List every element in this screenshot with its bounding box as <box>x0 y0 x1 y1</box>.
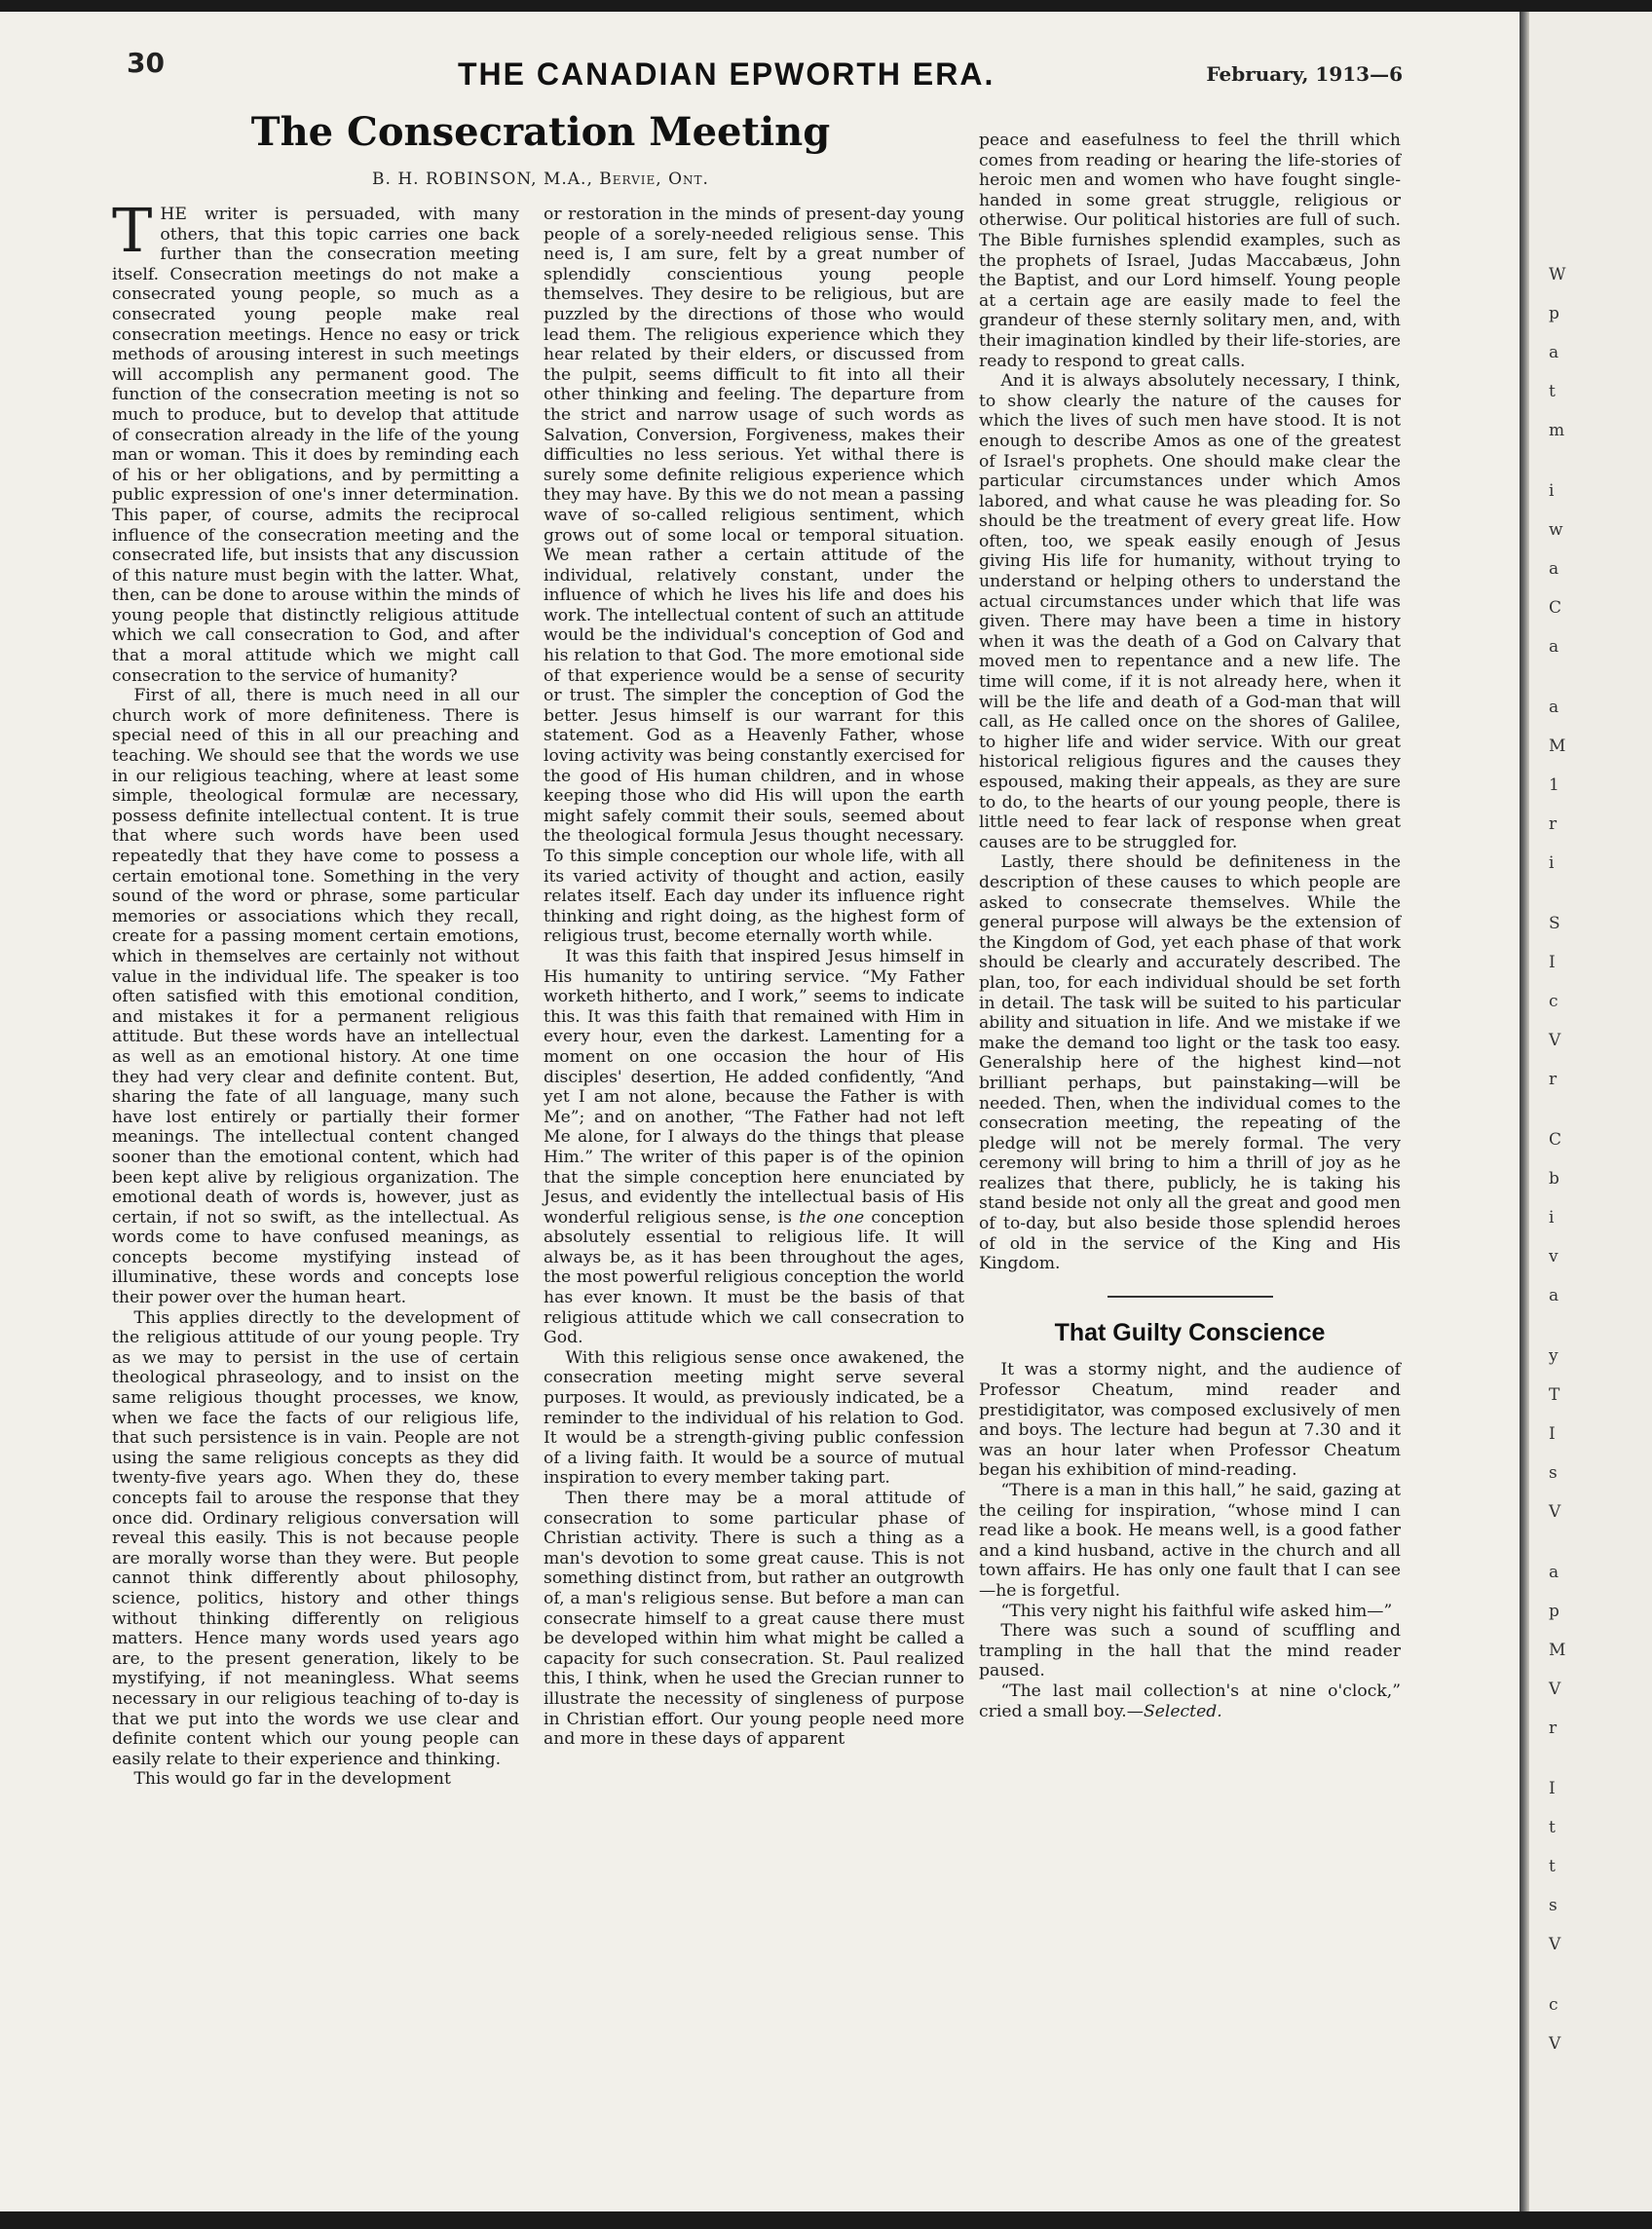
edge-letter: a <box>1549 343 1559 362</box>
magazine-title: THE CANADIAN EPWORTH ERA. <box>458 57 995 92</box>
edge-letter: V <box>1549 1031 1561 1050</box>
paragraph: peace and easefulness to feel the thrill which comes from reading or hearing the life-stories of heroic men and women who have fought single-handed in some great struggle, religious or otherwise. Our political histories are full of such. The Bible furnishes splendid examples, such as the prophets of Israel, Judas Maccabæus, John the Baptist, and our Lord himself. Young people at a certain age are easily made to feel the grandeur of these sternly solitary men, and, with their imagination kindled by their life-stories, are ready to respond to great calls. <box>979 131 1401 371</box>
edge-letter: a <box>1549 1286 1559 1305</box>
edge-letter: a <box>1549 698 1559 717</box>
edge-letter: m <box>1549 421 1565 440</box>
column-1 <box>112 195 519 1790</box>
byline-name: B. H. ROBINSON, M.A., <box>372 170 600 189</box>
running-header <box>127 39 1403 97</box>
bottom-scan-border <box>0 2211 1652 2229</box>
edge-letter: a <box>1549 637 1559 657</box>
edge-letter: a <box>1549 559 1559 579</box>
paragraph: “There is a man in this hall,” he said, gazing at the ceiling for inspiration, “whose mind I can read like a book. He means well, is a good father and a kind husband, active in the church and all town affairs. He has only one fault that I can see—he is forgetful. <box>979 1481 1401 1601</box>
paragraph: Lastly, there should be definiteness in the description of these causes to which people are asked to consecrate themselves. While the general purpose will always be the extension of the Kingdom of God, yet each phase of that work should be clearly and accurately described. The plan, too, for each individual should be set forth in detail. The task will be suited to his particular ability and situation in life. And we mistake if we make the demand too light or the task too easy. Generalship here of the highest kind—not brilliant perhaps, but painstaking—will be needed. Then, when the individual comes to the consecration meeting, the repeating of the pledge will not be merely formal. The very ceremony will bring to him a thrill of joy as he realizes that there, publicly, he is taking his stand beside not only all the great and good men of to-day, but also beside those splendid heroes of old in the service of the King and His Kingdom. <box>979 852 1401 1274</box>
edge-letter: y <box>1549 1346 1558 1366</box>
page-number: 30 <box>127 47 165 79</box>
edge-letter: I <box>1549 1424 1556 1444</box>
edge-letter: S <box>1549 914 1560 933</box>
paragraph: With this religious sense once awakened, the consecration meeting might serve several purposes. It would, as previously indicated, be a reminder to the individual of his relation to God. It would be a strength-giving public confession of a living faith. It would be a source of mutual inspiration to every member taking part. <box>544 1347 964 1489</box>
edge-letter: v <box>1549 1247 1558 1266</box>
edge-letter: t <box>1549 1857 1556 1876</box>
edge-letter: p <box>1549 304 1559 323</box>
section-divider <box>1108 1296 1273 1298</box>
article-title: The Consecration Meeting <box>250 109 831 155</box>
paragraph-text: It was this faith that inspired Jesus himself in His humanity to untiring service. “My Father worketh hitherto, and I work,” seems to indicate this. It was this faith that remained with Him in every hour, even the darkest. Lamenting for a moment on one occasion the hour of His disciples' desertion, He added confidently, “And yet I am not alone, because the Father is with Me”; and on another, “The Father had not left Me alone, for I always do the things that please Him.” The writer of this paper is of the opinion that the simple conception here enunciated by Jesus, and evidently the intellectual basis of His wonderful religious sense, is <box>544 946 964 1228</box>
paragraph: This would go far in the development <box>133 1769 451 1790</box>
drop-cap: T <box>112 195 153 266</box>
edge-letter: V <box>1549 1935 1561 1954</box>
column-2 <box>544 205 964 1750</box>
edge-letter: r <box>1549 1070 1558 1089</box>
paragraph: This applies directly to the development of the religious attitude of our young people. Try as we may to persist in the use of certain theological phraseology, and to insist on the same religious thought processes, we know, when we face the facts of our religious life, that such persistence is in vain. People are not using the same religious concepts as they did twenty-five years ago. When they do, these concepts fail to arouse the response that they once did. Ordinary religious conversation will reveal this easily. This is not because people are morally worse than they were. But people cannot think differently about philosophy, science, politics, history and other things without thinking differently on religious matters. Hence many words used years ago are, to the present generation, likely to be mystifying, if not meaningless. What seems necessary in our religious teaching of to-day is that we put into the words we use clear and definite content which our young people can easily relate to their experience and thinking. <box>112 1307 519 1769</box>
edge-letter: p <box>1549 1602 1559 1621</box>
byline-location: Bervie, Ont. <box>599 170 709 189</box>
edge-letter: r <box>1549 1719 1558 1738</box>
edge-letter: i <box>1549 853 1555 873</box>
edge-letter: w <box>1549 520 1563 540</box>
edge-letter: V <box>1549 1502 1561 1522</box>
edge-letter: M <box>1549 1641 1566 1660</box>
paragraph-text: HE writer is persuaded, with many others, that this topic carries one back further than the consecration meeting itself. Consecration meetings do not make a consecrated young people, so much as a consecrated young people make real consecration meetings. Hence no easy or trick methods of arousing interest in such meetings will accomplish any permanent good. The function of the consecration meeting is not so much to produce, but to develop that attitude of consecration already in the life of the young man or woman. This it does by reminding each of his or her obligations, and by permitting a public expression of one's inner determination. This paper, of course, admits the reciprocal influence of the consecration meeting and the consecrated life, but insists that any discussion of this nature must begin with the latter. What, then, can be done to arouse within the minds of young people that distinctly religious attitude which we call consecration to God, and after that a moral attitude which we might call consecration to the service of humanity? <box>112 205 519 686</box>
paragraph: And it is always absolutely necessary, I think, to show clearly the nature of the causes for which the lives of such men have stood. It is not enough to describe Amos as one of the greatest of Israel's prophets. One should make clear the particular circumstances under which Amos labored, and what cause he was pleading for. So should be the treatment of every great life. How often, too, we speak easily enough of Jesus giving His life for humanity, without trying to understand or helping others to understand the actual circumstances under which that life was given. There may have been a time in history when it was the death of a God on Calvary that moved men to repentance and a new life. The time will come, if it is not already here, when it will be the life and death of a God-man that will call, as He called once on the shores of Galilee, to higher life and wider service. With our great historical religious figures and the causes they espoused, making their appeals, as they are sure to do, to the hearts of our young people, there is little need to fear lack of response when great causes are to be struggled for. <box>979 371 1401 852</box>
top-scan-border <box>0 0 1652 12</box>
paragraph <box>979 1681 1401 1721</box>
edge-letter: I <box>1549 953 1556 972</box>
edge-letter: c <box>1549 1995 1558 2015</box>
byline <box>117 170 964 189</box>
edge-letter: 1 <box>1549 775 1559 795</box>
emphasis: the one <box>799 1207 865 1228</box>
paragraph-text: “The last mail collection's at nine o'clock,” cried a small boy.— <box>979 1681 1401 1721</box>
edge-letter: i <box>1549 1208 1555 1228</box>
edge-letter: I <box>1549 1779 1556 1798</box>
paragraph-text: conception absolutely essential to religious life. It will always be, as it has been throughout the ages, the most powerful religious conception the world has ever known. It must be the basis of that religious attitude which we call consecration to God. <box>544 1207 964 1348</box>
edge-letter: s <box>1549 1463 1558 1483</box>
edge-letter: t <box>1549 1818 1556 1837</box>
edge-letter: b <box>1549 1169 1559 1189</box>
edge-letter: c <box>1549 992 1558 1011</box>
adjacent-page-edge <box>1529 12 1652 2211</box>
edge-letter: C <box>1549 1130 1562 1150</box>
paragraph <box>112 195 519 686</box>
edge-letter: r <box>1549 814 1558 834</box>
paragraph: or restoration in the minds of present-day young people of a sorely-needed religious sense. This need is, I am sure, felt by a great number of splendidly conscientious young people themselves. They desire to be religious, but are puzzled by the directions of those who would lead them. The religious experience which they hear related by their elders, or discussed from the pulpit, seems difficult to fit into all their other thinking and feeling. The departure from the strict and narrow usage of such words as Salvation, Conversion, Forgiveness, makes their difficulties no less serious. Yet withal there is surely some definite religious experience which they may have. By this we do not mean a passing wave of so-called religious sentiment, which grows out of some local or temporal situation. We mean rather a certain attitude of the individual, relatively constant, under the influence of which he lives his life and does his work. The intellectual content of such an attitude would be the individual's conception of God and his relation to that God. The more emotional side of that experience would be a sense of security or trust. The simpler the conception of God the better. Jesus himself is our warrant for this statement. God as a Heavenly Father, whose loving activity was being constantly exercised for the good of His human children, and in whose keeping those who did His will upon the earth might safely commit their souls, seemed about the theological formula Jesus thought necessary. To this simple conception our whole life, with all its varied activity of thought and action, easily relates itself. Each day under its influence right thinking and right doing, as the highest form of religious trust, become eternally worth while. <box>544 205 964 947</box>
issue-date: February, 1913—6 <box>1206 62 1403 86</box>
sidebar-article-title: That Guilty Conscience <box>1054 1318 1326 1346</box>
source-credit: Selected. <box>1143 1701 1222 1721</box>
column-3 <box>979 131 1401 1721</box>
edge-letter: V <box>1549 2034 1561 2054</box>
book-gutter <box>1520 12 1529 2211</box>
paragraph: Then there may be a moral attitude of consecration to some particular phase of Christian activity. There is such a thing as a man's devotion to some great cause. This is not something distinct from, but rather an outgrowth of, a man's religious sense. But before a man can consecrate himself to a great cause there must be developed within him what might be called a capacity for such consecration. St. Paul realized this, I think, when he used the Grecian runner to illustrate the necessity of singleness of purpose in Christian effort. Our young people need more and more in these days of apparent <box>544 1489 964 1750</box>
edge-letter: T <box>1549 1385 1560 1405</box>
edge-letter: t <box>1549 382 1556 401</box>
paragraph: There was such a sound of scuffling and trampling in the hall that the mind reader paused. <box>979 1621 1401 1681</box>
edge-letter: i <box>1549 481 1555 501</box>
edge-letter: C <box>1549 598 1562 618</box>
edge-letter: M <box>1549 737 1566 756</box>
paragraph: “This very night his faithful wife asked him—” <box>1000 1601 1393 1621</box>
paragraph: It was a stormy night, and the audience of Professor Cheatum, mind reader and prestidigitator, was composed exclusively of men and boys. The lecture had begun at 7.30 and it was an hour later when Professor Cheatum began his exhibition of mind-reading. <box>979 1360 1401 1481</box>
edge-letter: a <box>1549 1563 1559 1582</box>
edge-letter: W <box>1549 265 1566 284</box>
paragraph: First of all, there is much need in all our church work of more definiteness. There is special need of this in all our preaching and teaching. We should see that the words we use in our religious teaching, where at least some simple, theological formulæ are necessary, possess definite intellectual content. It is true that where such words have been used repeatedly that they have come to possess a certain emotional tone. Something in the very sound of the word or phrase, some particular memories or associations which they recall, create for a passing moment certain emotions, which in themselves are certainly not without value in the individual life. The speaker is too often satisfied with this emotional condition, and mistakes it for a permanent religious attitude. But these words have an intellectual as well as an emotional history. At one time they had very clear and definite content. But, sharing the fate of all language, many such have lost entirely or partially their former meanings. The intellectual content changed sooner than the emotional content, which had been kept alive by religious organization. The emotional death of words is, however, just as certain, if not so swift, as the intellectual. As words come to have confused meanings, as concepts become mystifying instead of illuminative, these words and concepts lose their power over the human heart. <box>112 686 519 1308</box>
edge-letter: s <box>1549 1896 1558 1915</box>
edge-letter: V <box>1549 1680 1561 1699</box>
paragraph <box>544 947 964 1348</box>
